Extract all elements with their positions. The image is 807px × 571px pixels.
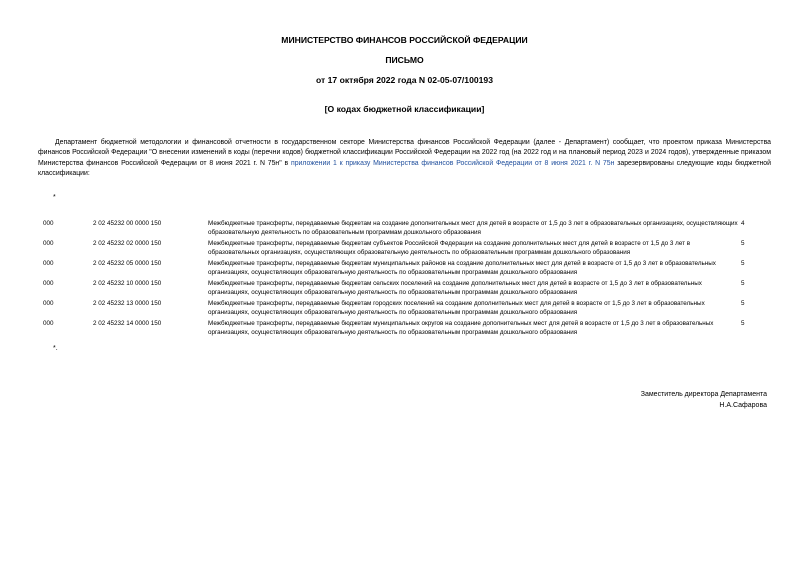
table-row <box>38 299 776 319</box>
signature-block <box>641 389 767 411</box>
budget-code-cell: 2 02 45232 05 0000 150 <box>93 260 162 267</box>
budget-code-cell: 2 02 45232 00 0000 150 <box>93 220 162 227</box>
budget-code-cell: 2 02 45232 13 0000 150 <box>93 300 162 307</box>
intro-paragraph <box>38 138 771 180</box>
code-name-cell: Межбюджетные трансферты, передаваемые бюджетам муниципальных районов на создание дополнительных мест для детей в возрасте от 1,5 до 3 лет в образовательных организациях, осуществляющих образовательную деятельность по образовательным программам дошкольного образования <box>208 260 716 277</box>
budget-code-cell: 2 02 45232 10 0000 150 <box>93 280 162 287</box>
intro-text-before: Департамент бюджетной методологии и финансовой отчетности в государственном секторе Министерства финансов Российской Федерации (далее - Департамент) сообщает, что проектом приказа Министерства финансов Российской Федерации "О внесении изменений в коды (перечни кодов) бюджетной классификации Российской Федерации на 2022 год (на 2022 год и на плановый период 2023 и 2024 годов), утвержденные приказом Министерства финансов Российской Федерации от 8 июня 2021 г. N 75н" в <box>38 139 771 167</box>
table-row <box>38 239 776 259</box>
admin-code-cell: 000 <box>43 260 54 267</box>
code-name-cell: Межбюджетные трансферты, передаваемые бюджетам городских поселений на создание дополнительных мест для детей в возрасте от 1,5 до 3 лет в образовательных организациях, осуществляющих образовательную деятельность по образовательным программам дошкольного образования <box>208 300 705 317</box>
document-type: ПИСЬМО <box>385 55 424 65</box>
budget-code-cell: 2 02 45232 02 0000 150 <box>93 240 162 247</box>
note-number-cell: 5 <box>741 300 745 307</box>
note-number-cell: 4 <box>741 220 745 227</box>
table-row <box>38 259 776 279</box>
code-name-cell: Межбюджетные трансферты, передаваемые бюджетам сельских поселений на создание дополнительных мест для детей в возрасте от 1,5 до 3 лет в образовательных организациях, осуществляющих образовательную деятельность по образовательным программам дошкольного образования <box>208 280 702 297</box>
admin-code-cell: 000 <box>43 280 54 287</box>
signer-position: Заместитель директора Департамента <box>640 391 767 398</box>
admin-code-cell: 000 <box>43 320 54 327</box>
intro-text-after: зарезервированы следующие коды бюджетной классификации: <box>38 159 771 178</box>
note-number-cell: 5 <box>741 260 745 267</box>
admin-code-cell: 000 <box>43 240 54 247</box>
document-subject: [О кодах бюджетной классификации] <box>324 104 485 114</box>
footnote-marker-bottom: *. <box>53 345 58 352</box>
code-name-cell: Межбюджетные трансферты, передаваемые бюджетам на создание дополнительных мест для детей в возрасте от 1,5 до 3 лет в образовательных организациях, осуществляющих образовательную деятельность по образовательным программам дошкольного образования <box>208 220 738 237</box>
code-name-cell: Межбюджетные трансферты, передаваемые бюджетам муниципальных округов на создание дополнительных мест для детей в возрасте от 1,5 до 3 лет в образовательных организациях, осуществляющих образовательную деятельность по образовательным программам дошкольного образования <box>208 320 714 337</box>
admin-code-cell: 000 <box>43 220 54 227</box>
appendix-link[interactable]: приложении 1 к приказу Министерства финансов Российской Федерации от 8 июня 2021 г. N 75н <box>290 159 615 167</box>
note-number-cell: 5 <box>741 280 745 287</box>
table-row <box>38 219 776 239</box>
admin-code-cell: 000 <box>43 300 54 307</box>
note-number-cell: 5 <box>741 240 745 247</box>
table-row <box>38 319 776 339</box>
budget-code-cell: 2 02 45232 14 0000 150 <box>93 320 162 327</box>
signer-name: Н.А.Сафарова <box>719 402 767 409</box>
budget-codes-table <box>38 219 776 339</box>
document-date-number: от 17 октября 2022 года N 02-05-07/100193 <box>316 75 493 85</box>
ministry-title: МИНИСТЕРСТВО ФИНАНСОВ РОССИЙСКОЙ ФЕДЕРАЦИИ <box>281 35 528 45</box>
document-page <box>38 0 771 571</box>
table-row <box>38 279 776 299</box>
code-name-cell: Межбюджетные трансферты, передаваемые бюджетам субъектов Российской Федерации на создание дополнительных мест для детей в возрасте от 1,5 до 3 лет в образовательных организациях, осуществляющих образовательную деятельность по образовательным программам дошкольного образования <box>208 240 691 257</box>
footnote-marker-top: * <box>53 194 56 201</box>
note-number-cell: 5 <box>741 320 745 327</box>
